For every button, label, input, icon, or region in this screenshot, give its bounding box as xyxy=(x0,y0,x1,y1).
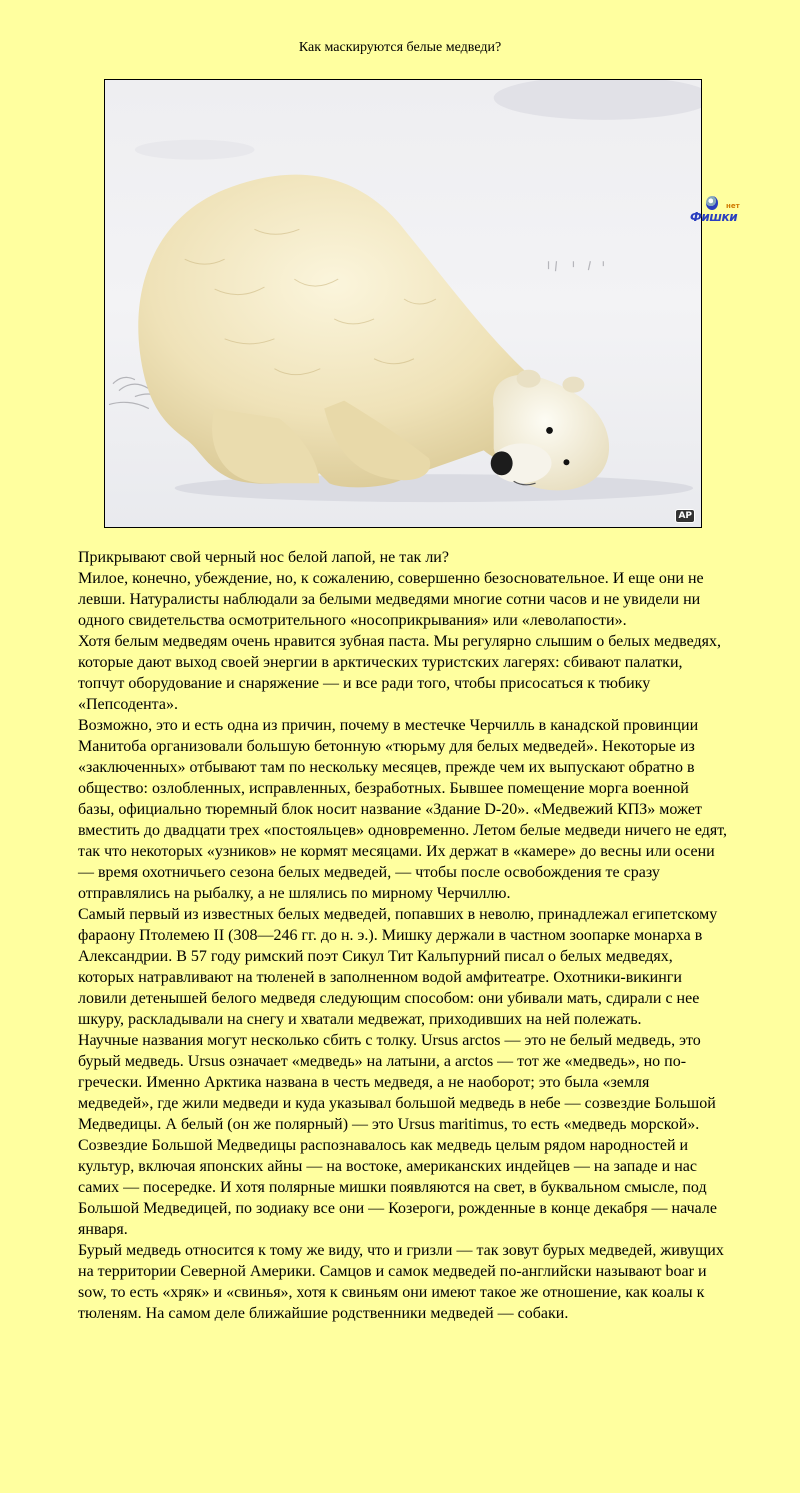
watermark-text: Фишки xyxy=(690,210,738,224)
polar-bear-photo xyxy=(104,79,702,528)
article-paragraph: Самый первый из известных белых медведей, попавших в неволю, принадлежал египетскому фараону Птолемею II (308—246 гг. до н. э.). Мишку держали в частном зоопарке монарха в Александрии. В 57 году римский поэт Сикул Тит Кальпурний писал о белых медведях, которых натравливают на тюленей в заполненном водой амфитеатре. Охотники-викинги ловили детенышей белого медведя следующим способом: они убивали мать, сдирали с нее шкуру, раскладывали на снегу и хватали медвежат, приходивших на ней полежать. xyxy=(78,906,718,1028)
article-paragraph: Возможно, это и есть одна из причин, почему в местечке Черчилль в канадской провинции Манитоба организовали большую бетонную «тюрьму для белых медведей». Некоторые из «заключенных» отбывают там по нескольку месяцев, прежде чем их выпускают обратно в общество: озлобленных, исправленных, безработных. Бывшее помещение морга военной базы, официально тюремный блок носит название «Здание D-20». «Медвежий КПЗ» может вместить до двадцати трех «постояльцев» одновременно. Летом белые медведи ничего не едят, так что некоторых «узников» не кормят месяцами. Их держат в «камере» до весны или осени — время охотничьего сезона белых медведей, — чтобы после освобождения те сразу отправлялись на рыбалку, а не шлялись по мирному Черчиллю. xyxy=(78,717,728,902)
site-watermark-logo xyxy=(686,196,742,226)
page-title: Как маскируются белые медведи? xyxy=(298,40,502,55)
article-paragraph: Прикрывают свой черный нос белой лапой, не так ли? xyxy=(78,549,449,566)
article-paragraph: Хотя белым медведям очень нравится зубная паста. Мы регулярно слышим о белых медведях, которые дают выход своей энергии в арктических туристских лагерях: сбивают палатки, топчут оборудование и снаряжение — и все ради того, чтобы присосаться к тюбику «Пепсодента». xyxy=(78,633,721,713)
article-paragraph: Милое, конечно, убеждение, но, к сожалению, совершенно безосновательное. И еще они не левши. Натуралисты наблюдали за белыми медведями многие сотни часов и не увидели ни одного свидетельства осмотрительного «носоприкрывания» или «леволапости». xyxy=(78,570,704,629)
polar-bear-illustration xyxy=(105,80,701,527)
article-paragraph: Созвездие Большой Медведицы распознавалось как медведь целым рядом народностей и культур, включая японских айны — на востоке, американских индейцев — на западе и нас самих — посередке. И хотя полярные мишки появляются на свет, в буквальном смысле, под Большой Медведицей, по зодиаку все они — Козероги, рожденные в конце декабря — начале января. xyxy=(78,1137,717,1238)
article-paragraph: Научные названия могут несколько сбить с толку. Ursus arctos — это не белый медведь, это бурый медведь. Ursus означает «медведь» на латыни, а arctos — тот же «медведь», но по-гречески. Именно Арктика названа в честь медведя, а не наоборот; это была «земля медведей», где жили медведи и куда указывал большой медведь в небе — созвездие Большой Медведицы. А белый (он же полярный) — это Ursus maritimus, то есть «медведь морской». xyxy=(78,1032,716,1133)
article-paragraph: Бурый медведь относится к тому же виду, что и гризли — так зовут бурых медведей, живущих на территории Северной Америки. Самцов и самок медведей по-английски называют boar и sow, то есть «хряк» и «свинья», хотя к свиньям они имеют такое же отношение, как коалы к тюленям. На самом деле ближайшие родственники медведей — собаки. xyxy=(78,1242,724,1322)
watermark-suffix: нет xyxy=(726,202,740,210)
article-body xyxy=(78,547,728,1324)
photo-credit: AP xyxy=(675,509,695,523)
mascot-icon xyxy=(706,196,718,210)
